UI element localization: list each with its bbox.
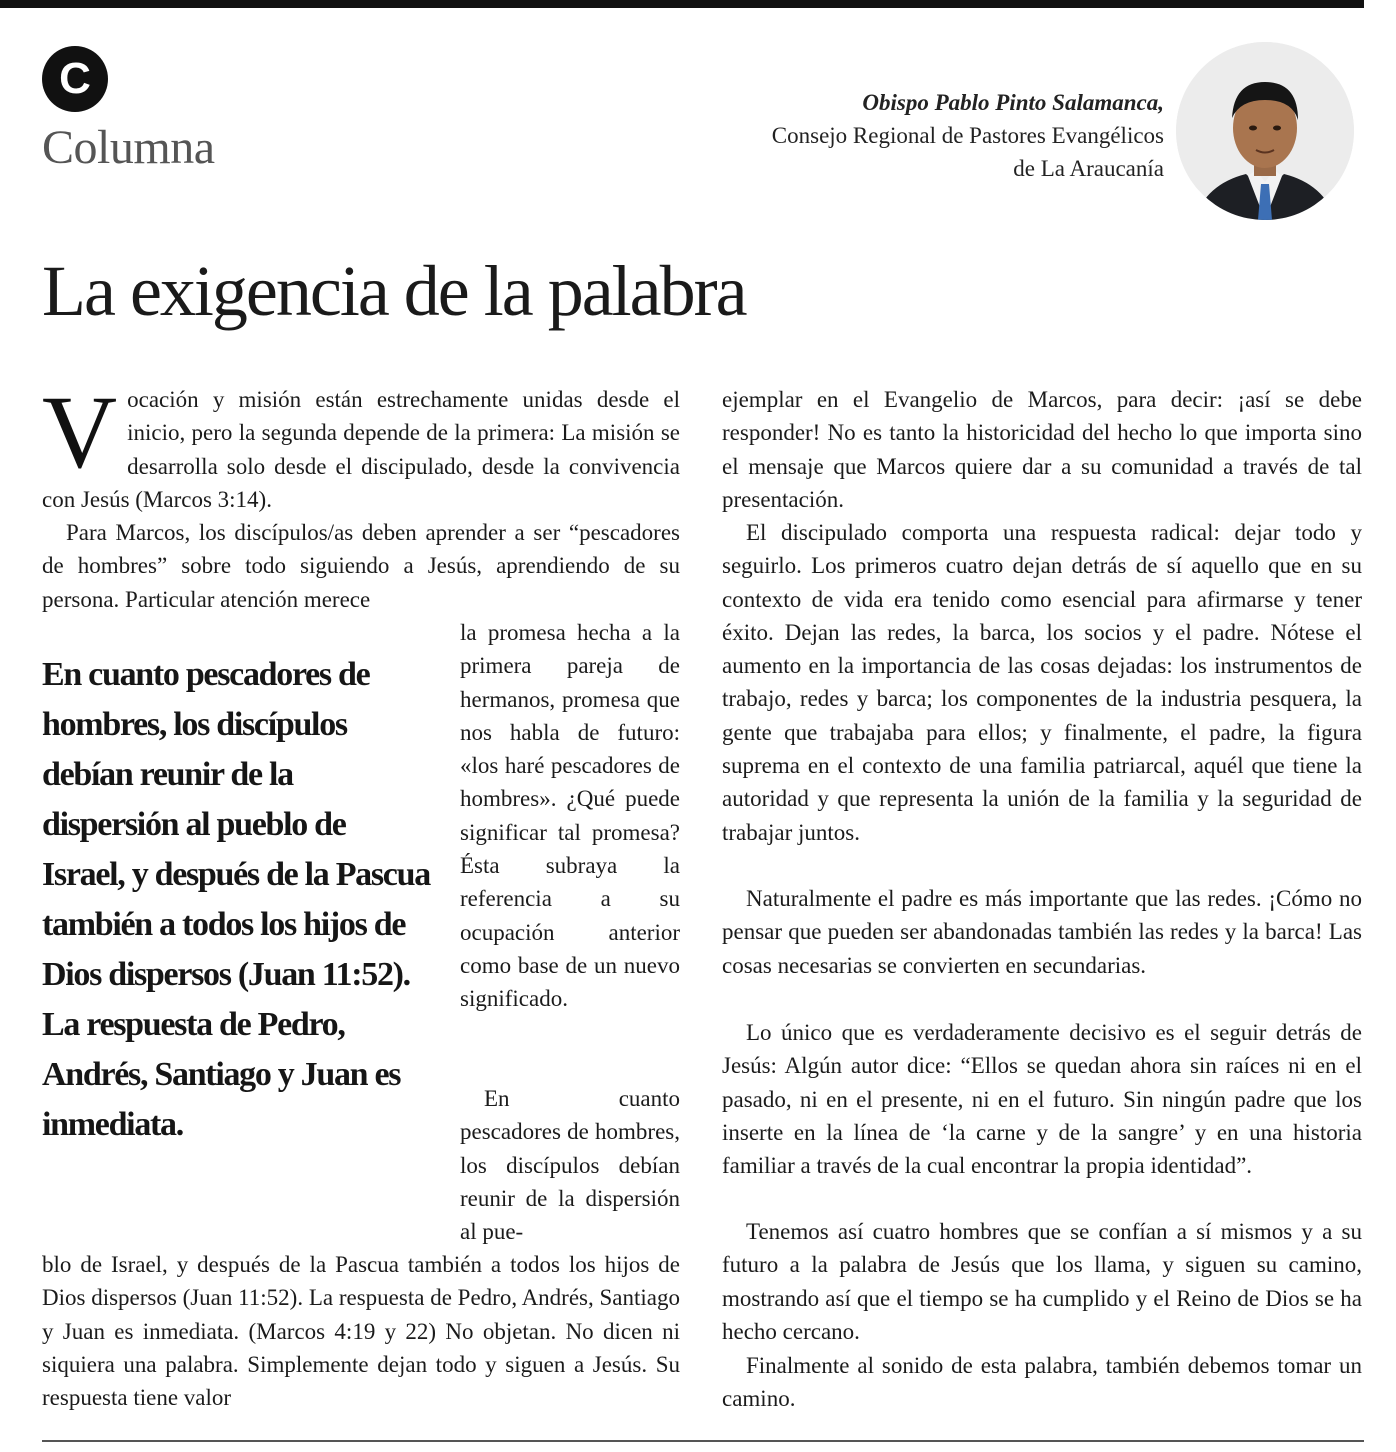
article-paragraph-2: Para Marcos, los discípulos/as deben aprender a ser “pescadores de hombres” sobre todo siguiendo a Jesús, aprendiendo de su persona. Particular atención merece bbox=[42, 520, 680, 612]
article-paragraph-3: En cuanto pescadores de hombres, los discípulos debían reunir de la dispersión al pue- bbox=[460, 1086, 680, 1245]
article-paragraph-7: Lo único que es verdaderamente decisivo es el seguir detrás de Jesús: Algún autor dice: “Ellos se quedan ahora sin raíces ni en el pasado, ni en el presente, ni en el futuro. Sin ningún padre que los inserte en la línea de ‘la carne y de la sangre’ y en una historia familiar a través de la cual encontrar la propia identidad”. bbox=[722, 1020, 1362, 1179]
article-paragraph-1 bbox=[42, 375, 680, 516]
section-badge: C bbox=[42, 46, 108, 112]
article-paragraph-9: Finalmente al sonido de esta palabra, también debemos tomar un camino. bbox=[722, 1353, 1362, 1412]
top-rule bbox=[0, 0, 1364, 8]
headline: La exigencia de la palabra bbox=[42, 251, 746, 331]
article-paragraph-1-text: ocación y misión están estrechamente unidas desde el inicio, pero la segunda depende de la primera: La misión se desarrolla solo desde el discipulado, desde la convivencia con Jesús (Marcos 3:14). bbox=[42, 387, 680, 512]
section-name: Columna bbox=[42, 121, 215, 174]
pull-quote: En cuanto pescadores de hombres, los discípulos debían reunir de la dispersión al pueblo de Israel, y después de la Pascua también a todos los hijos de Dios dispersos (Juan 11:52). La respuesta de Pedro, Andrés, Santiago y Juan es inmediata. bbox=[42, 656, 430, 1143]
drop-cap: V bbox=[42, 375, 118, 490]
article-paragraph-6: Naturalmente el padre es más importante que las redes. ¡Cómo no pensar que pueden ser abandonadas también las redes y la barca! Las cosas necesarias se convierten en secundarias. bbox=[722, 886, 1362, 978]
author-portrait-image bbox=[1176, 42, 1354, 220]
article-paragraph-8: Tenemos así cuatro hombres que se confían a sí mismos y a su futuro a la palabra de Jesús que los llama, y siguen su camino, mostrando así que el tiempo se ha cumplido y el Reino de Dios se ha hecho cercano. bbox=[722, 1219, 1362, 1344]
article-paragraph-3-continued: blo de Israel, y después de la Pascua también a todos los hijos de Dios dispersos (Juan 11:52). La respuesta de Pedro, Andrés, Santiago y Juan es inmediata. (Marcos 4:19 y 22) No objetan. No dicen ni siquiera una palabra. Simplemente dejan todo y siguen a Jesús. Su respuesta tiene valor bbox=[42, 1252, 680, 1411]
byline-affiliation: Consejo Regional de Pastores Evangélicos bbox=[771, 123, 1164, 148]
byline-author: Obispo Pablo Pinto Salamanca, bbox=[862, 90, 1164, 115]
bottom-rule bbox=[42, 1440, 1364, 1442]
byline-region: de La Araucanía bbox=[1013, 156, 1164, 181]
author-portrait bbox=[1176, 42, 1354, 220]
article-paragraph-4: ejemplar en el Evangelio de Marcos, para decir: ¡así se debe responder! No es tanto la historicidad del hecho lo que importa sino el mensaje que Marcos quiere dar a su comunidad a través de tal presentación. bbox=[722, 387, 1362, 512]
article-paragraph-5: El discipulado comporta una respuesta radical: dejar todo y seguirlo. Los primeros cuatro dejan detrás de sí aquello que en su contexto de vida era tenido como esencial para afirmarse y tener éxito. Dejan las redes, la barca, los socios y el padre. Nótese el aumento en la importancia de las cosas dejadas: los instrumentos de trabajo, redes y barca; los componentes de la industria pesquera, la gente que trabajaba para ellos; y finalmente, el padre, la figura suprema en el contexto de una familia patriarcal, aquél que tiene la autoridad y que representa la unión de la familia y la seguridad de trabajar juntos. bbox=[722, 520, 1362, 845]
byline bbox=[772, 86, 1164, 185]
article-paragraph-2-continued: la promesa hecha a la primera pareja de hermanos, promesa que nos habla de futuro: «los haré pescadores de hombres». ¿Qué puede significar tal promesa? Ésta subraya la referencia a su ocupación anterior como base de un nuevo significado. bbox=[460, 620, 680, 1012]
